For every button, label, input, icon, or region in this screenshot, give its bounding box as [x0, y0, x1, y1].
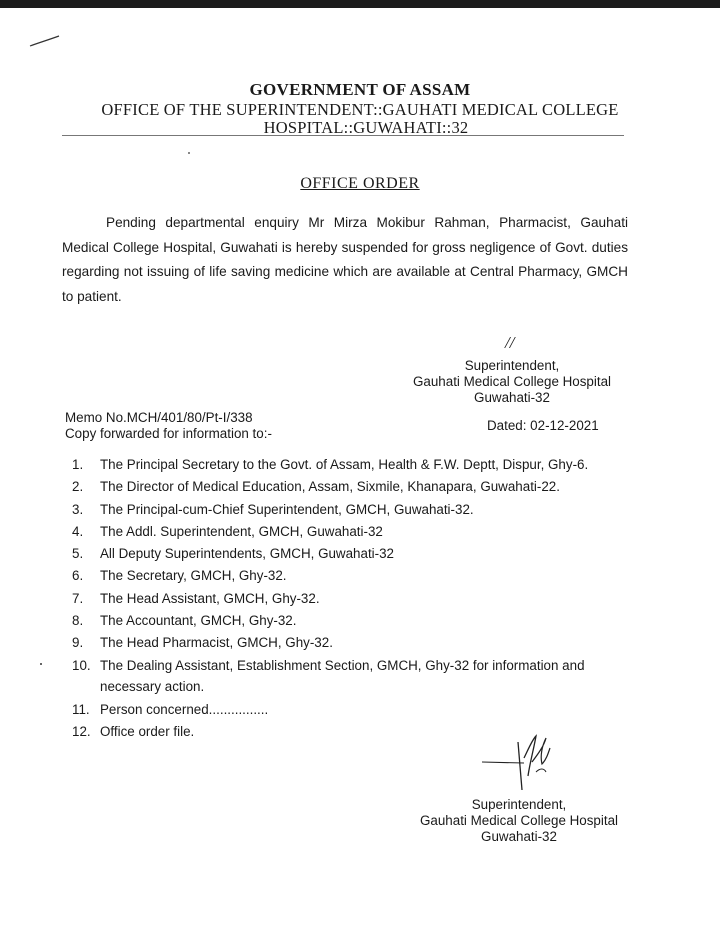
- list-item: 12. Office order file.: [72, 723, 195, 739]
- signature-place: Guwahati-32: [481, 829, 557, 844]
- signature-place: Guwahati-32: [474, 390, 550, 405]
- speck: [40, 663, 42, 665]
- handwritten-signature-icon: [480, 728, 570, 794]
- recipient-list: [72, 454, 647, 743]
- copy-forwarded-line: Copy forwarded for information to:-: [65, 425, 272, 441]
- header-office-line2: HOSPITAL::GUWAHATI::32: [263, 118, 469, 137]
- signature-title: Superintendent,: [471, 797, 567, 812]
- signature-title: Superintendent,: [464, 358, 560, 373]
- signature-org: Gauhati Medical College Hospital: [413, 374, 611, 389]
- list-item: 7. The Head Assistant, GMCH, Ghy-32.: [72, 590, 320, 606]
- signature-mark: //: [505, 333, 515, 352]
- list-item: 11. Person concerned................: [72, 701, 269, 717]
- list-item: 10. The Dealing Assistant, Establishment Section, GMCH, Ghy-32 for information and necessary action.: [72, 657, 585, 694]
- pen-mark-icon: [28, 33, 62, 49]
- list-item: 2. The Director of Medical Education, Assam, Sixmile, Khanapara, Guwahati-22.: [72, 479, 560, 495]
- order-body: Pending departmental enquiry Mr Mirza Mokibur Rahman, Pharmacist, Gauhati Medical College Hospital, Guwahati is hereby suspended for gross negligence of Govt. duties regarding not issuing of life saving medicine which are available at Central Pharmacy, GMCH to patient.: [62, 215, 628, 304]
- list-item: 8. The Accountant, GMCH, Ghy-32.: [72, 613, 297, 629]
- header-rule: [62, 135, 624, 136]
- list-item: 9. The Head Pharmacist, GMCH, Ghy-32.: [72, 635, 333, 651]
- list-item: 5. All Deputy Superintendents, GMCH, Guwahati-32: [72, 546, 394, 562]
- signature-block-2: [408, 797, 630, 845]
- list-item: 4. The Addl. Superintendent, GMCH, Guwahati-32: [72, 523, 383, 539]
- speck: [188, 152, 190, 154]
- signature-block-1: [404, 358, 620, 406]
- signature-org: Gauhati Medical College Hospital: [420, 813, 618, 828]
- memo-block: [65, 410, 272, 441]
- header-government: GOVERNMENT OF ASSAM: [249, 80, 471, 99]
- list-item: 6. The Secretary, GMCH, Ghy-32.: [72, 568, 287, 584]
- list-item: 3. The Principal-cum-Chief Superintendent, GMCH, Guwahati-32.: [72, 501, 474, 517]
- header-office-line1: OFFICE OF THE SUPERINTENDENT::GAUHATI MEDICAL COLLEGE: [101, 100, 619, 119]
- list-item: 1. The Principal Secretary to the Govt. of Assam, Health & F.W. Deptt, Dispur, Ghy-6.: [72, 457, 589, 472]
- memo-number: Memo No.MCH/401/80/Pt-I/338: [65, 410, 253, 425]
- order-title: OFFICE ORDER: [300, 175, 420, 192]
- memo-date: Dated: 02-12-2021: [487, 418, 599, 433]
